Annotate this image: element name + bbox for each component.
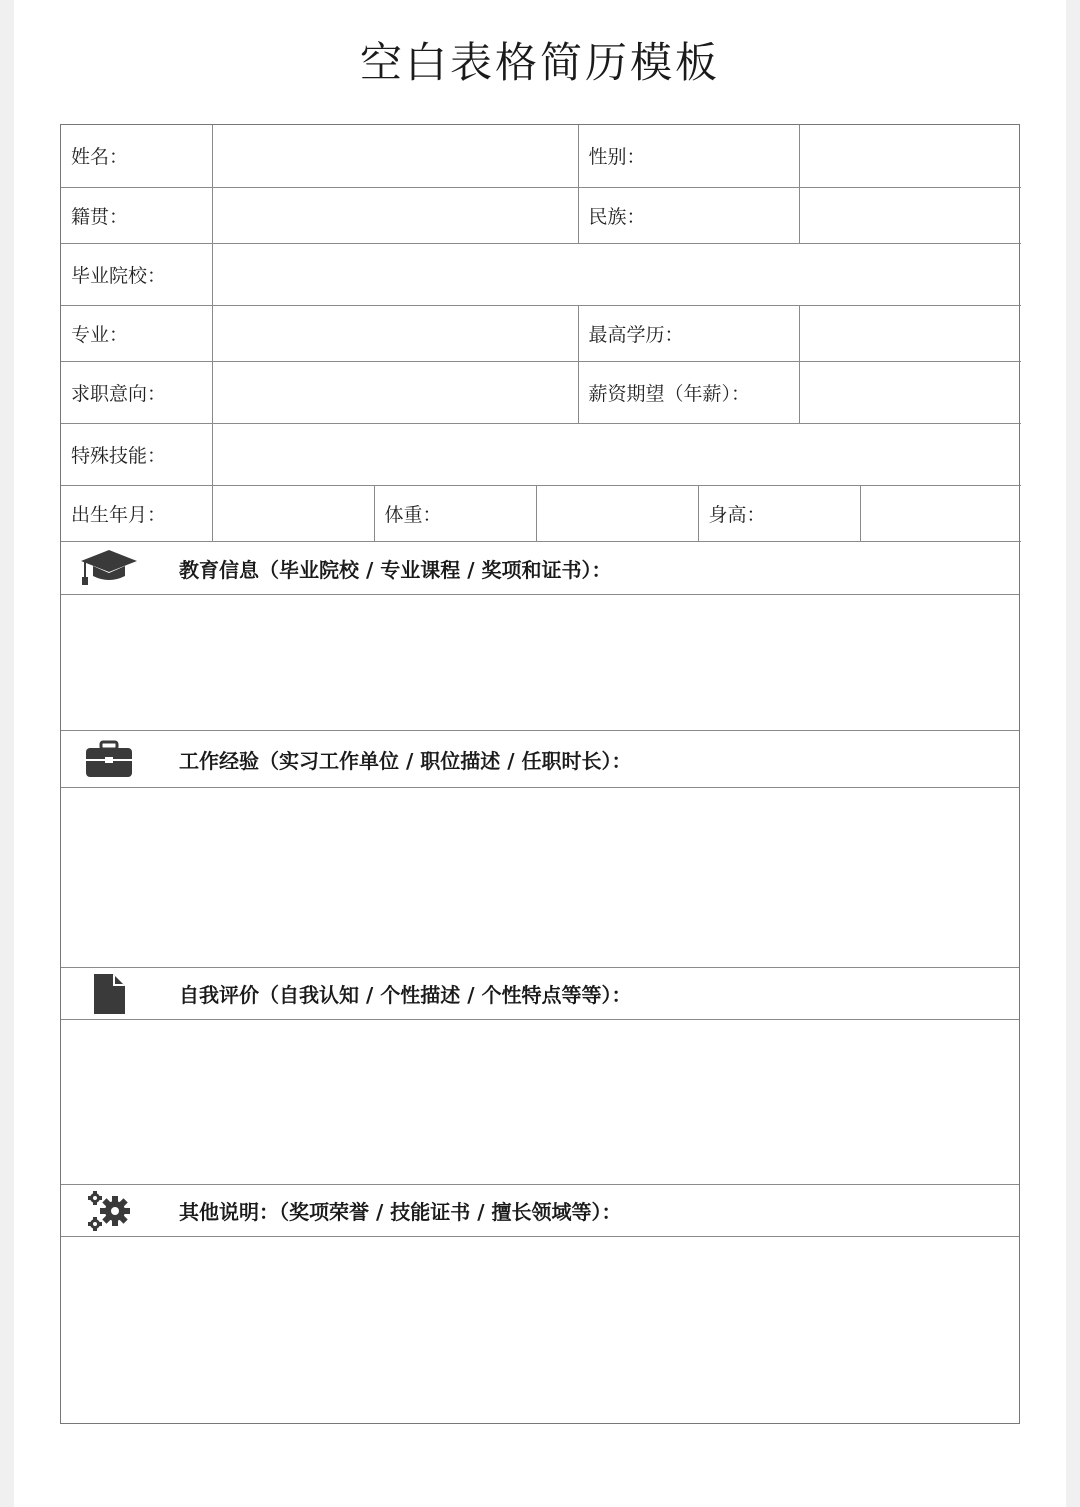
major-label: 专业： — [61, 305, 212, 361]
job-intention-value-cell[interactable] — [212, 361, 578, 423]
gender-value-cell[interactable] — [799, 125, 1021, 187]
page-title: 空白表格简历模板 — [359, 38, 720, 87]
ethnicity-value-cell[interactable] — [799, 187, 1021, 243]
document-icon — [61, 967, 157, 1020]
major-value-cell[interactable] — [212, 305, 578, 361]
education-section-title: 教育信息（毕业院校 / 专业课程 / 奖项和证书）： — [179, 557, 612, 582]
table-row — [61, 187, 1021, 243]
table-row — [61, 486, 1021, 542]
salary-expectation-label: 薪资期望（年薪）： — [578, 361, 799, 423]
ethnicity-label: 民族： — [578, 187, 799, 243]
self-evaluation-content-area[interactable] — [61, 1020, 1019, 1184]
school-label: 毕业院校： — [61, 243, 212, 305]
table-row — [61, 125, 1021, 187]
birth-date-value-cell[interactable] — [212, 486, 374, 542]
graduation-cap-icon — [61, 542, 157, 595]
native-place-label: 籍贯： — [61, 187, 212, 243]
name-value-cell[interactable] — [212, 125, 578, 187]
table-row — [61, 361, 1021, 423]
basic-info-table — [61, 125, 1021, 486]
weight-label: 体重： — [374, 486, 536, 542]
special-skills-label: 特殊技能： — [61, 423, 212, 485]
height-label: 身高： — [698, 486, 860, 542]
highest-degree-value-cell[interactable] — [799, 305, 1021, 361]
self-evaluation-section-title: 自我评价（自我认知 / 个性描述 / 个性特点等等）： — [179, 983, 632, 1007]
briefcase-icon — [61, 733, 157, 786]
native-place-value-cell[interactable] — [212, 187, 578, 243]
self-evaluation-section-header — [61, 967, 1019, 1020]
birth-date-label: 出生年月： — [61, 486, 212, 542]
height-value-cell[interactable] — [860, 486, 1021, 542]
work-section-header — [61, 730, 1019, 788]
education-content-area[interactable] — [61, 595, 1019, 730]
table-row — [61, 423, 1021, 485]
gears-icon — [61, 1184, 157, 1237]
other-notes-content-area[interactable] — [61, 1237, 1019, 1423]
work-content-area[interactable] — [61, 788, 1019, 967]
resume-page — [14, 0, 1066, 1507]
gender-label: 性别： — [578, 125, 799, 187]
other-notes-section-header — [61, 1184, 1019, 1237]
resume-form — [60, 124, 1020, 1424]
table-row — [61, 305, 1021, 361]
other-notes-section-title: 其他说明：（奖项荣誉 / 技能证书 / 擅长领域等）： — [179, 1200, 622, 1224]
table-row — [61, 243, 1021, 305]
weight-value-cell[interactable] — [536, 486, 698, 542]
school-value-cell[interactable] — [212, 243, 1021, 305]
name-label: 姓名： — [61, 125, 212, 187]
special-skills-value-cell[interactable] — [212, 423, 1021, 485]
salary-expectation-value-cell[interactable] — [799, 361, 1021, 423]
work-section-title: 工作经验（实习工作单位 / 职位描述 / 任职时长）： — [179, 748, 632, 773]
physical-info-table — [61, 486, 1021, 543]
job-intention-label: 求职意向： — [61, 361, 212, 423]
education-section-header — [61, 542, 1019, 595]
highest-degree-label: 最高学历： — [578, 305, 799, 361]
